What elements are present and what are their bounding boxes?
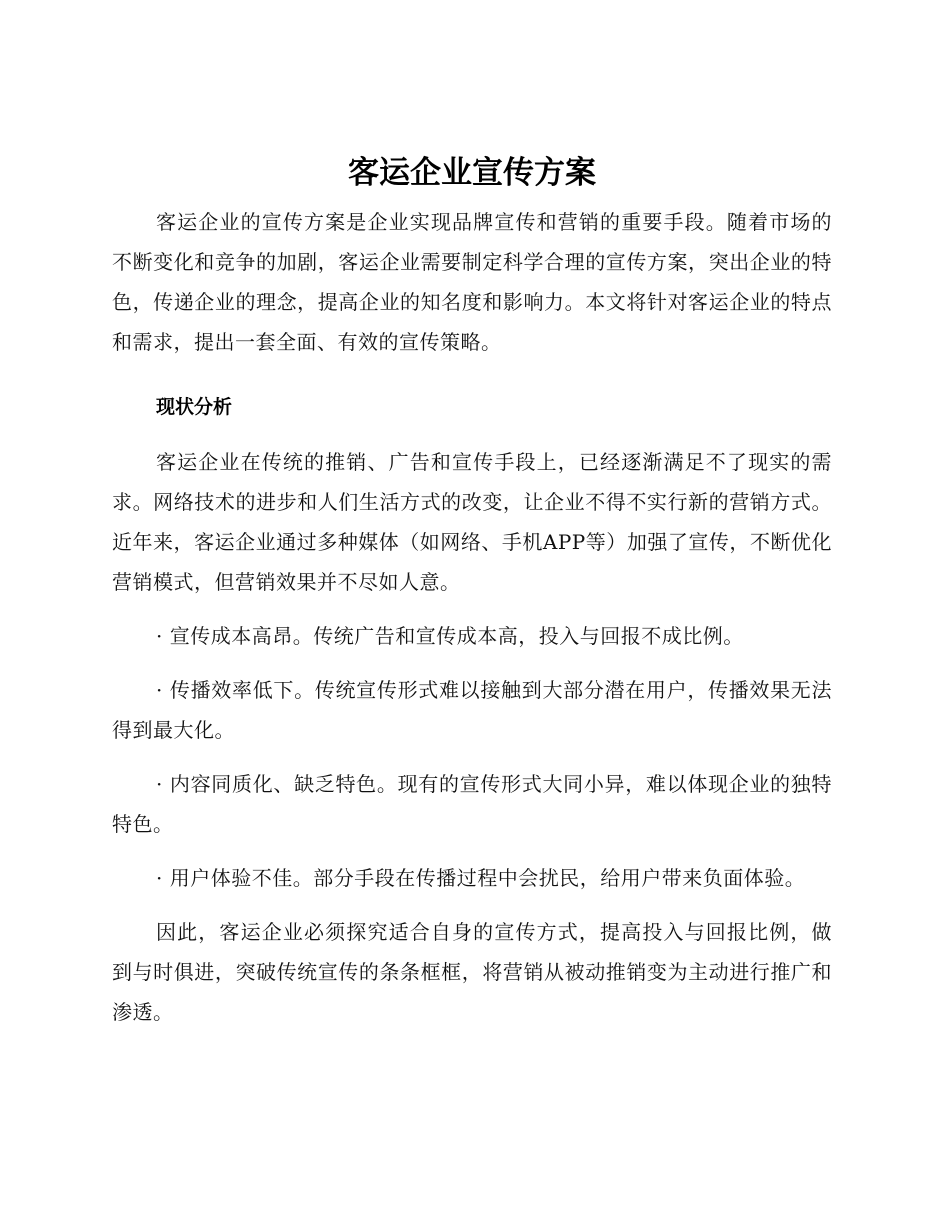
bullet-item-cost: · 宣传成本高昂。传统广告和宣传成本高，投入与回报不成比例。: [156, 624, 744, 648]
conclusion-paragraph: 因此，客运企业必须探究适合自身的宣传方式，提高投入与回报比例，做到与时俱进，突破传统宣传的条条框框，将营销从被动推销变为主动进行推广和渗透。: [112, 920, 832, 1024]
bullet-item-homogeneity: · 内容同质化、缺乏特色。现有的宣传形式大同小异，难以体现企业的独特特色。: [112, 772, 832, 836]
spacer: [112, 602, 832, 616]
spacer: [112, 656, 832, 670]
section-heading: 现状分析: [156, 396, 233, 418]
spacer: [112, 750, 832, 764]
intro-paragraph: 客运企业的宣传方案是企业实现品牌宣传和营销的重要手段。随着市场的不断变化和竞争的加剧，客运企业需要制定科学合理的宣传方案，突出企业的特色，传递企业的理念，提高企业的知名度和影响力。本文将针对客运企业的特点和需求，提出一套全面、有效的宣传策略。: [112, 210, 832, 354]
bullet-item-experience: · 用户体验不佳。部分手段在传播过程中会扰民，给用户带来负面体验。: [156, 866, 806, 890]
document-body: [112, 150, 832, 1032]
page-title: 客运企业宣传方案: [348, 155, 596, 191]
spacer: [112, 898, 832, 912]
analysis-paragraph: 客运企业在传统的推销、广告和宣传手段上，已经逐渐满足不了现实的需求。网络技术的进步和人们生活方式的改变，让企业不得不实行新的营销方式。近年来，客运企业通过多种媒体（如网络、手机APP等）加强了宣传，不断优化营销模式，但营销效果并不尽如人意。: [112, 450, 832, 594]
spacer: [112, 844, 832, 858]
bullet-item-efficiency: · 传播效率低下。传统宣传形式难以接触到大部分潜在用户，传播效果无法得到最大化。: [112, 678, 832, 742]
